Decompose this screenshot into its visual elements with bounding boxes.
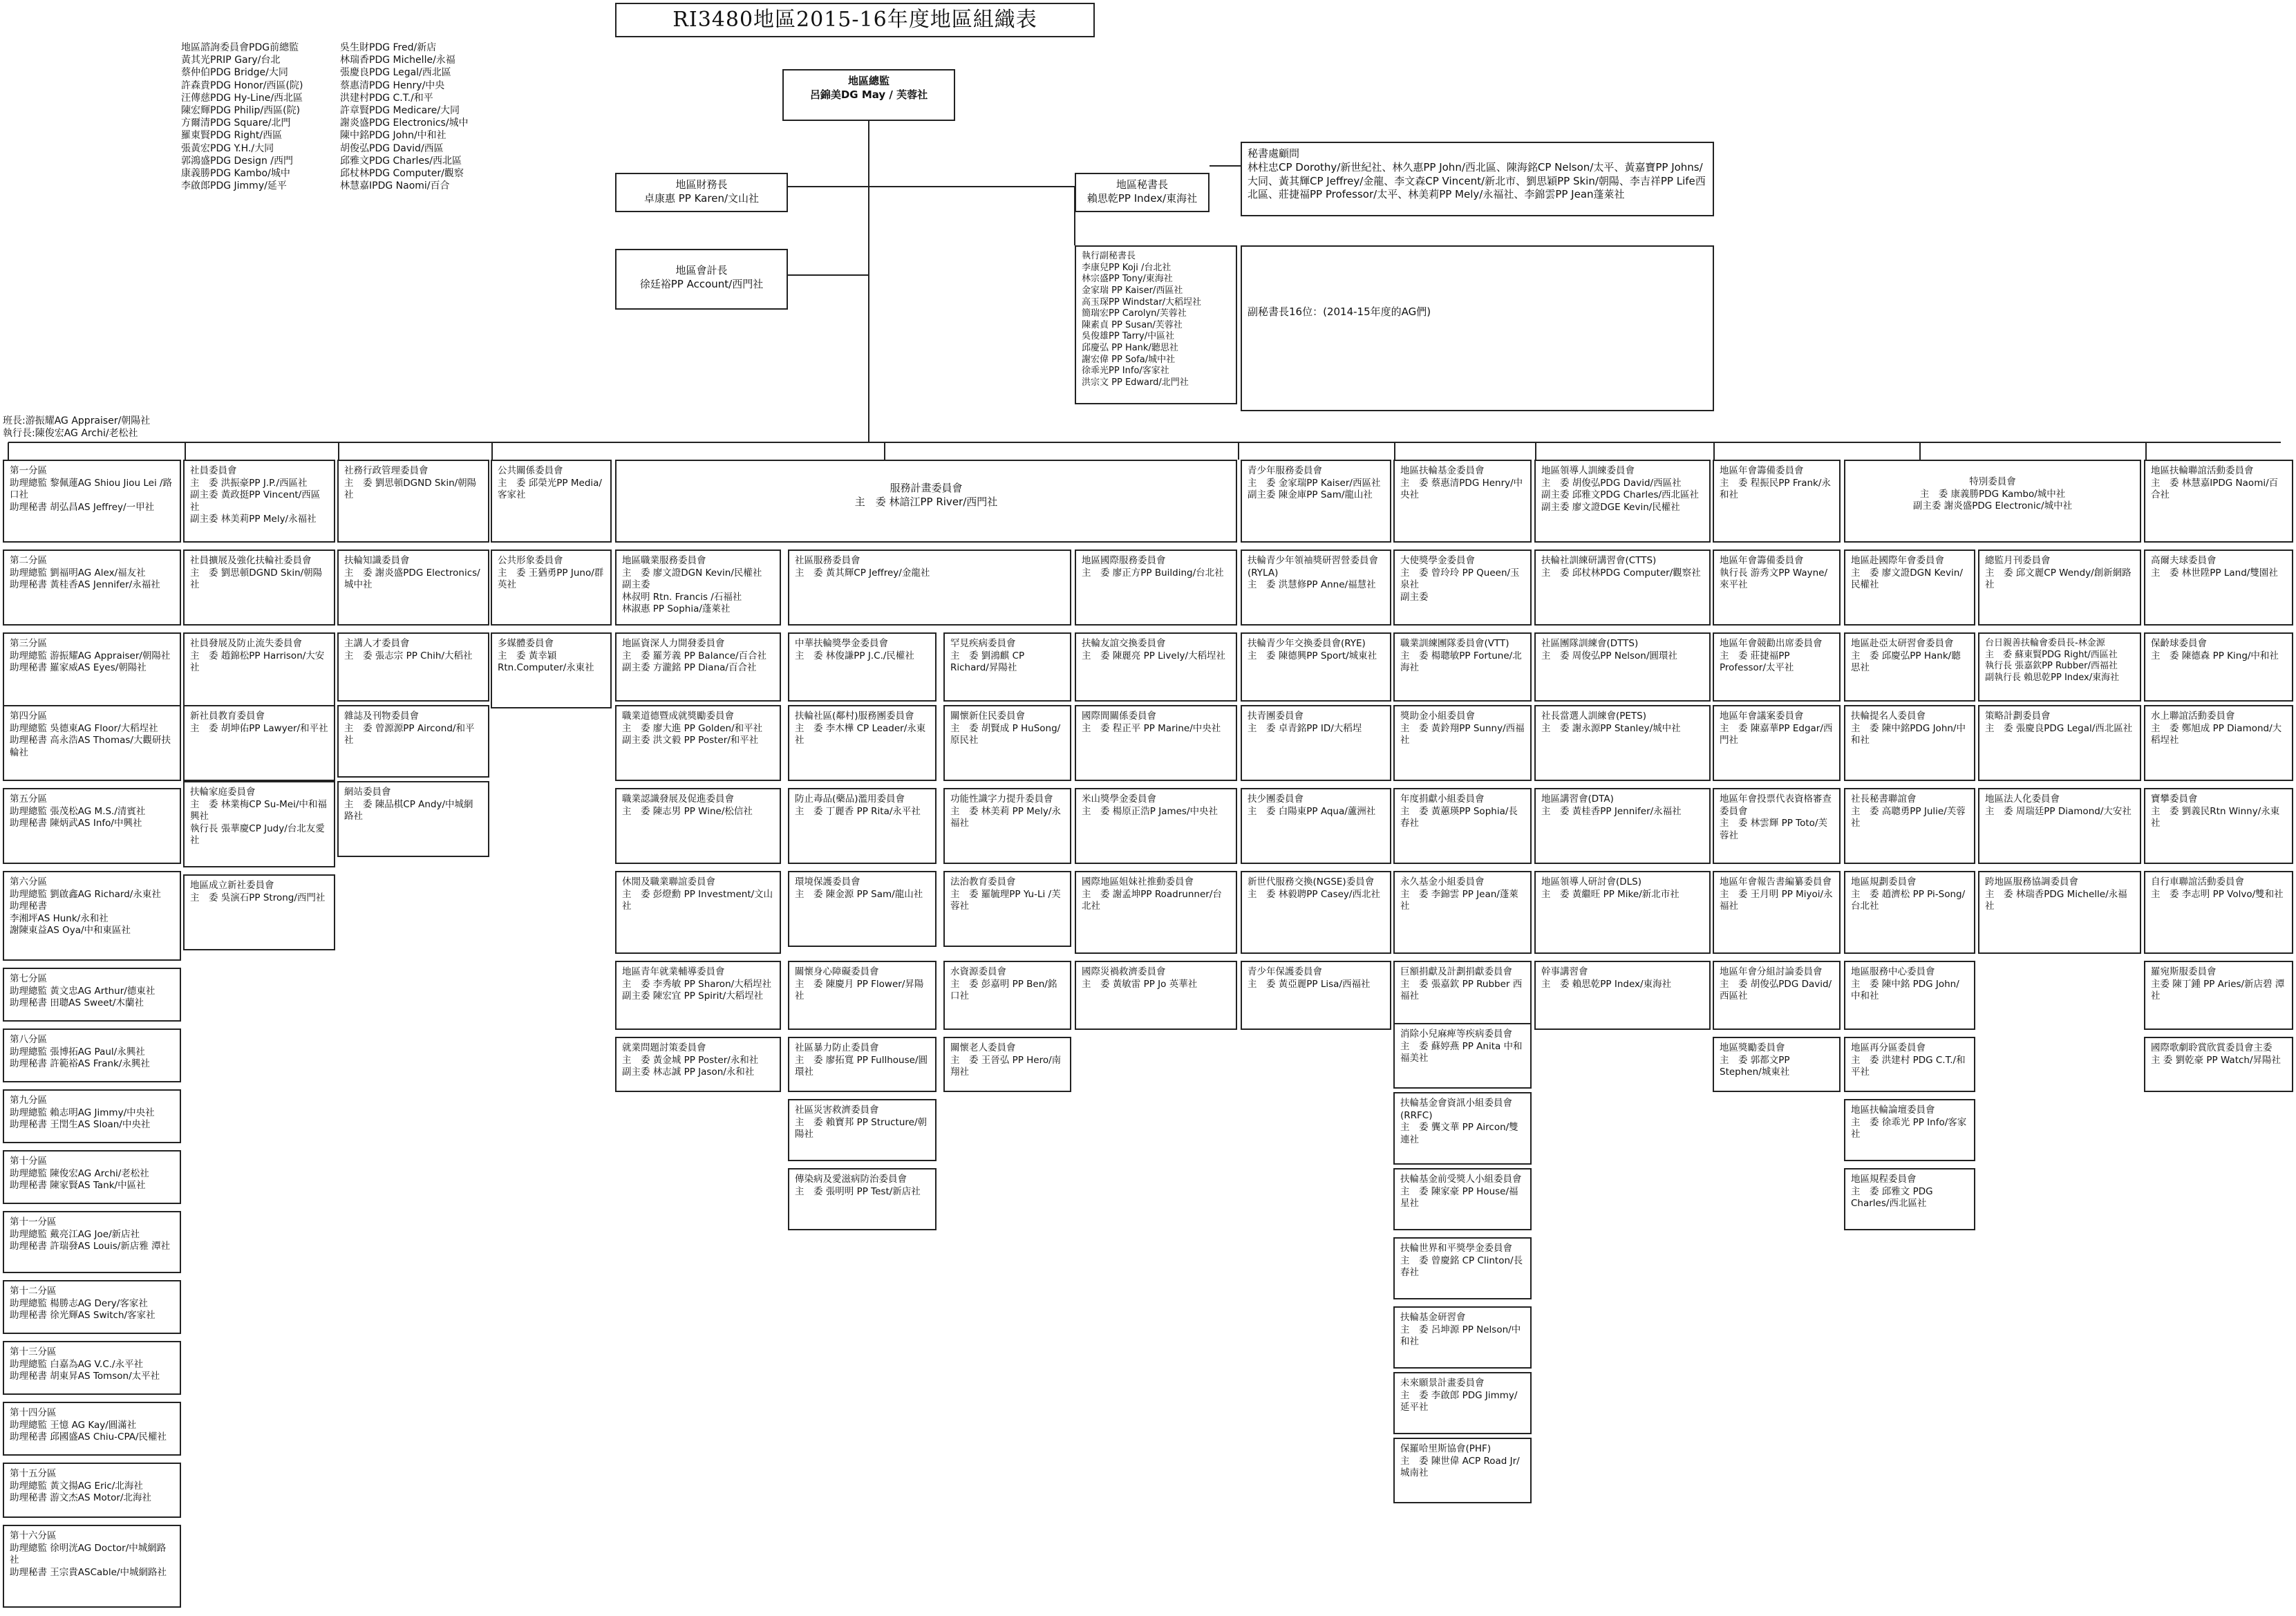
committee-box: 地區年會競勸出席委員會 主 委 莊捷福PP Professor/太平社 [1713,632,1841,702]
committee-box: 地區法人化委員會 主 委 周瑞廷PP Diamond/大安社 [1978,788,2141,864]
committee-box: 獎助金小組委員會 主 委 黃鈴翔PP Sunny/西福社 [1393,705,1532,781]
committee-box: 國際地區姐妹社推動委員會 主 委 謝孟坤PP Roadrunner/台北社 [1075,871,1237,954]
branch-box: 第十一分區 助理總監 戴亮江AG Joe/新店社 助理秘書 許瑞發AS Louis/新店雅 潭社 [3,1211,181,1273]
committee-box: 地區服務中心委員會 主 委 陳中銘 PDG John/中和社 [1844,961,1975,1030]
treasurer-box: 地區財務長 卓康惠 PP Karen/文山社 [615,173,788,212]
committee-box: 社區暴力防止委員會 主 委 廖拓寬 PP Fullhouse/圓環社 [788,1037,937,1092]
branch-box: 第十三分區 助理總監 白嘉為AG V.C./永平社 助理秘書 胡東昇AS Tomson/太平社 [3,1341,181,1395]
branch-box: 第六分區 助理總監 劉啟鑫AG Richard/永東社 助理秘書 李湘坪AS Hunk/永和社 謝陳東益AS Oya/中和東區社 [3,871,181,961]
committee-box: 扶輪青少年交換委員會(RYE) 主 委 陳德興PP Sport/城東社 [1241,632,1391,702]
branch-box: 第九分區 助理總監 賴志明AG Jimmy/中央社 助理秘書 王閏生AS Sloan/中央社 [3,1089,181,1143]
committee-box: 功能性識字力提升委員會 主 委 林美莉 PP Mely/永福社 [943,788,1071,864]
branch-box: 第七分區 助理總監 黃文忠AG Arthur/德東社 助理秘書 田聰AS Sweet/木蘭社 [3,968,181,1022]
committee-box: 永久基金小組委員會 主 委 李錦雲 PP Jean/蓬萊社 [1393,871,1532,954]
pdg-advisors-list-2: 吳生財PDG Fred/新店 林瑞香PDG Michelle/永福 張慶良PDG Legal/西北區 蔡惠清PDG Henry/中央 洪建村PDG C.T./和平 許章賢PDG Medicare/大同 謝炎盛PDG Electronics/城中 陳中銘PDG John/中和社 胡俊弘PDG David/西區 邱雅文PDG Charles/西北區 邱杖林PDG Computer/觀察 林慧嘉IPDG Naomi/百合 [340,42,469,192]
committee-box: 年度捐獻小組委員會 主 委 黃蕙瑛PP Sophia/長春社 [1393,788,1532,864]
committee-box: 法治教育委員會 主 委 羅毓理PP Yu-Li /芙蓉社 [943,871,1071,947]
committee-box: 公共形象委員會 主 委 王猶勇PP Juno/群英社 [491,549,612,626]
committee-box: 青少年服務委員會 主 委 金家瑞PP Kaiser/西區社 副主委 陳金庫PP Sam/龍山社 [1241,460,1391,543]
page-title: RI3480地區2015-16年度地區組織表 [615,3,1095,37]
committee-box: 環境保護委員會 主 委 陳金源 PP Sam/龍山社 [788,871,937,947]
committee-box: 跨地區服務協調委員會 主 委 林瑞香PDG Michelle/永福社 [1978,871,2141,954]
committee-box: 關懷新住民委員會 主 委 胡賢成 P HuSong/原民社 [943,705,1071,781]
committee-box: 地區年會報告書編纂委員會 主 委 王月明 PP Miyoi/永福社 [1713,871,1841,954]
secretariat-advisors-box: 秘書處顧問 林柱忠CP Dorothy/新世紀社、林久惠PP John/西北區、陳海銘CP Nelson/太平、黃嘉寶PP Johns/大同、黃其輝CP Jeffrey/金龍、李文森CP Vincent/新北市、劉思穎PP Skin/朝陽、李吉祥PP Life西北區、莊捷福PP Professor/太平、林美莉PP Mely/永福社、李錦雲PP Jean蓬萊社 [1241,142,1714,216]
committee-box: 扶輪社訓練研講習會(CTTS) 主 委 邱杖林PDG Computer/觀察社 [1534,549,1711,626]
committee-box: 地區規劃委員會 主 委 趙濟松 PP Pi-Song/台北社 [1844,871,1975,954]
committee-box: 策略計劃委員會 主 委 張慶良PDG Legal/西北區社 [1978,705,2141,781]
committee-box: 地區國際服務委員會 主 委 廖正方PP Building/台北社 [1075,549,1237,626]
committee-box: 台日親善扶輪會委員長-林金源 主 委 蘇東賢PDG Right/西區社 執行長 張嘉欽PP Rubber/西福社 副執行長 賴思乾PP Index/東海社 [1978,632,2141,702]
committee-box: 地區資深人力開發委員會 主 委 羅芳義 PP Balance/百合社 副主委 方瀧銘 PP Diana/百合社 [615,632,781,702]
committee-box: 雜誌及刊物委員會 主 委 曾源源PP Aircond/和平社 [337,705,489,778]
committee-box: 地區職業服務委員會 主 委 廖文證DGN Kevin/民權社 副主委 林叔明 Rtn. Francis /石福社 林淑惠 PP Sophia/蓬萊社 [615,549,781,626]
committee-box: 新社員教育委員會 主 委 胡坤佑PP Lawyer/和平社 [183,705,335,781]
committee-box: 休閒及職業聯誼委員會 主 委 彭燈勳 PP Investment/文山社 [615,871,781,954]
committee-box: 消除小兒麻痺等疾病委員會 主 委 蘇婷燕 PP Anita 中和福美社 [1393,1023,1532,1089]
governor-box: 地區總監 呂錦美DG May / 芙蓉社 [782,69,955,121]
committee-box: 社務行政管理委員會 主 委 劉思頓DGND Skin/朝陽社 [337,460,489,543]
committee-box: 扶輪基金前受獎人小組委員會 主 委 陳家豪 PP House/福星社 [1393,1168,1532,1230]
committee-box: 地區獎勵委員會 主 委 郭都文PP Stephen/城東社 [1713,1037,1841,1092]
squad-leader-text: 班長:游振耀AG Appraiser/朝陽社 執行長:陳俊宏AG Archi/老松社 [3,415,151,440]
committee-box: 扶輪知識委員會 主 委 謝炎盛PDG Electronics/城中社 [337,549,489,626]
committee-box: 社區災害救濟委員會 主 委 賴寶邦 PP Structure/朝陽社 [788,1099,937,1161]
branch-box: 第二分區 助理總監 劉福明AG Alex/福友社 助理秘書 黃桂香AS Jennifer/永福社 [3,549,181,626]
committee-box: 主講人才委員會 主 委 張志宗 PP Chih/大稻社 [337,632,489,702]
committee-box: 青少年保護委員會 主 委 黃亞麗PP Lisa/西福社 [1241,961,1391,1030]
committee-box: 保齡球委員會 主 委 陳德森 PP King/中和社 [2144,632,2293,702]
committee-box: 社長當選人訓練會(PETS) 主 委 謝永源PP Stanley/城中社 [1534,705,1711,781]
committee-box: 米山獎學金委員會 主 委 楊原正浩P James/中央社 [1075,788,1237,864]
committee-box: 地區年會籌備委員會 主 委 程振民PP Frank/永和社 [1713,460,1841,543]
branch-box: 第三分區 助理總監 游振耀AG Appraiser/朝陽社 助理秘書 羅家威AS Eyes/朝陽社 [3,632,181,708]
committee-box: 自行車聯誼活動委員會 主 委 李志明 PP Volvo/雙和社 [2144,871,2293,954]
committee-box: 地區成立新社委員會 主 委 吳演石PP Strong/西門社 [183,874,335,950]
committee-box: 幹事講習會 主 委 賴思乾PP Index/東海社 [1534,961,1711,1030]
committee-box: 社長秘書聯誼會 主 委 高聰勇PP Julie/芙蓉社 [1844,788,1975,864]
committee-box: 扶輪提名人委員會 主 委 陳中銘PDG John/中和社 [1844,705,1975,781]
committee-box: 傳染病及愛滋病防治委員會 主 委 張明明 PP Test/新店社 [788,1168,937,1230]
committee-box: 關懷老人委員會 主 委 王晉弘 PP Hero/南翔社 [943,1037,1071,1092]
committee-box: 國際歌劇聆賞欣賞委員會主委 主 委 劉乾豪 PP Watch/昇陽社 [2144,1037,2293,1092]
committee-box: 多媒體委員會 主 委 黃幸穎 Rtn.Computer/永東社 [491,632,612,708]
committee-box: 地區年會分組討論委員會 主 委 胡俊弘PDG David/西區社 [1713,961,1841,1030]
committee-box: 地區領導人訓練委員會 主 委 胡俊弘PDG David/西區社 副主委 邱雅文PDG Charles/西北區社 副主委 廖文證DGE Kevin/民權社 [1534,460,1711,543]
committee-box: 扶輪社區(鄰村)服務團委員會 主 委 李木樺 CP Leader/永東社 [788,705,937,781]
committee-box: 職業認識發展及促進委員會 主 委 陳志男 PP Wine/松信社 [615,788,781,864]
branch-box: 第四分區 助理總監 吳德東AG Floor/大稻埕社 助理秘書 高永浩AS Thomas/大觀研扶輪社 [3,705,181,781]
committee-box: 扶輪基金會資訊小組委員會(RRFC) 主 委 龔文華 PP Aircon/雙連社 [1393,1092,1532,1165]
committee-box: 未來願景計畫委員會 主 委 李啟郎 PDG Jimmy/延平社 [1393,1372,1532,1434]
committee-box: 職業道德暨成就獎勵委員會 主 委 廖大進 PP Golden/和平社 副主委 洪文毅 PP Poster/和平社 [615,705,781,781]
committee-box: 公共關係委員會 主 委 邱榮光PP Media/客家社 [491,460,612,543]
committee-box: 社區服務委員會 主 委 黃其輝CP Jeffrey/金龍社 [788,549,1071,626]
committee-box: 水上聯誼活動委員會 主 委 鄭旭成 PP Diamond/大稻埕社 [2144,705,2293,781]
secretary-box: 地區秘書長 賴思乾PP Index/東海社 [1075,173,1210,212]
committee-box: 地區赴亞太研習會委員會 主 委 邱慶弘PP Hank/聽思社 [1844,632,1975,702]
committee-box: 網站委員會 主 委 陳品棋CP Andy/中城網路社 [337,781,489,857]
branch-box: 第五分區 助理總監 張茂松AG M.S./清賓社 助理秘書 陳炳武AS Info/中興社 [3,788,181,864]
committee-box: 國際災禍救濟委員會 主 委 黃敏雷 PP Jo 英華社 [1075,961,1237,1030]
committee-box: 保羅哈里斯協會(PHF) 主 委 陳世偉 ACP Road Jr/城南社 [1393,1438,1532,1503]
committee-box: 社區團隊訓練會(DTTS) 主 委 周俊弘PP Nelson/圓環社 [1534,632,1711,702]
committee-box: 地區再分區委員會 主 委 洪建村 PDG C.T./和平社 [1844,1037,1975,1092]
committee-box: 國際間關係委員會 主 委 程正平 PP Marine/中央社 [1075,705,1237,781]
committee-box: 地區青年就業輔導委員會 主 委 李秀敏 PP Sharon/大稻埕社 副主委 陳宏宜 PP Spirit/大稻埕社 [615,961,781,1030]
committee-box: 地區扶輪基金委員會 主 委 蔡惠清PDG Henry/中央社 [1393,460,1532,543]
committee-box: 新世代服務交換(NGSE)委員會 主 委 林毅聘PP Casey/西北社 [1241,871,1391,954]
committee-box: 防止毒品(藥品)濫用委員會 主 委 丁麗香 PP Rita/永平社 [788,788,937,864]
committee-box: 地區領導人研討會(DLS) 主 委 黃繼旺 PP Mike/新北市社 [1534,871,1711,954]
committee-box: 地區年會籌備委員會 執行長 游秀文PP Wayne/來平社 [1713,549,1841,626]
branch-box: 第十四分區 助理總監 王憶 AG Kay/圓滿社 助理秘書 邱國盛AS Chiu-CPA/民權社 [3,1402,181,1456]
deputy-secretaries-box: 副秘書長16位：(2014-15年度的AG們) [1241,245,1714,411]
branch-box: 第八分區 助理總監 張博拓AG Paul/永興社 助理秘書 許範裕AS Frank/永興社 [3,1028,181,1082]
committee-box: 社員發展及防止流失委員會 主 委 趙錦松PP Harrison/大安社 [183,632,335,708]
committee-box: 地區赴國際年會委員會 主 委 廖文證DGN Kevin/民權社 [1844,549,1975,626]
committee-box: 扶輪基金研習會 主 委 呂坤源 PP Nelson/中和社 [1393,1306,1532,1369]
committee-box: 關懷身心障礙委員會 主 委 陳慶月 PP Flower/昇陽社 [788,961,937,1030]
committee-box: 扶輪青少年領袖獎研習營委員會(RYLA) 主 委 洪慧修PP Anne/福慧社 [1241,549,1391,626]
committee-box: 地區規程委員會 主 委 邱雅文 PDG Charles/西北區社 [1844,1168,1975,1230]
committee-box: 社員擴展及強化扶輪社委員會 主 委 劉思頓DGND Skin/朝陽社 [183,549,335,626]
committee-box: 扶少團委員會 主 委 白陽東PP Aqua/蘆洲社 [1241,788,1391,864]
committee-box: 地區年會投票代表資格審查委員會 主 委 林雲輝 PP Toto/芙蓉社 [1713,788,1841,864]
committee-box: 地區講習會(DTA) 主 委 黃桂香PP Jennifer/永福社 [1534,788,1711,864]
committee-box: 扶輪世界和平獎學金委員會 主 委 曾慶銘 CP Clinton/長春社 [1393,1237,1532,1299]
committee-box: 總監月刊委員會 主 委 邱文麗CP Wendy/創新網路社 [1978,549,2141,626]
branch-box: 第十分區 助理總監 陳俊宏AG Archi/老松社 助理秘書 陳家賢AS Tank/中區社 [3,1150,181,1204]
special-committee-box: 特別委員會 主 委 康義勝PDG Kambo/城中社 副主委 謝炎盛PDG Electronic/城中社 [1844,460,2141,543]
committee-box: 地區年會議案委員會 主 委 陳嘉華PP Edgar/西門社 [1713,705,1841,781]
committee-box: 扶輪友誼交換委員會 主 委 陳麗亮 PP Lively/大稻埕社 [1075,632,1237,702]
branch-box: 第十二分區 助理總監 楊勝志AG Dery/客家社 助理秘書 徐光輝AS Switch/客家社 [3,1280,181,1334]
committee-box: 羅宛斯服委員會 主委 陳丁鍾 PP Aries/新店碧 潭社 [2144,961,2293,1030]
exec-deputy-secretary-box: 執行副秘書長 李康兒PP Koji /台北社 林宗盛PP Tony/東海社 金家瑞 PP Kaiser/西區社 高玉琛PP Windstar/大稻埕社 簡瑞宏PP Carolyn/芙蓉社 陳素貞 PP Susan/芙蓉社 吳俊雄PP Tarry/中區社 邱慶弘 PP Hank/聽思社 謝宏偉 PP Sofa/城中社 徐乖光PP Info/客家社 洪宗文 PP Edward/北門社 [1075,245,1237,404]
committee-box: 地區扶輪聯誼活動委員會 主 委 林慧嘉IPDG Naomi/百合社 [2144,460,2293,543]
branch-box: 第十五分區 助理總監 黃文揚AG Eric/北海社 助理秘書 游文杰AS Motor/北海社 [3,1463,181,1518]
committee-box: 水資源委員會 主 委 彭嘉明 PP Ben/銘口社 [943,961,1071,1030]
committee-box: 扶輪家庭委員會 主 委 林業梅CP Su-Mei/中和福興社 執行長 張華慶CP Judy/台北友愛社 [183,781,335,867]
committee-box: 就業問題討策委員會 主 委 黃金城 PP Poster/永和社 副主委 林志誠 PP Jason/永和社 [615,1037,781,1092]
pdg-advisors-list: 地區諮詢委員會PDG前總監 黃其光PRIP Gary/台北 蔡仲伯PDG Bridge/大同 許森貴PDG Honor/西區(院) 汪傳慈PDG Hy-Line/西北區 陳宏輝PDG Philip/西區(院) 方爾清PDG Square/北門 羅東賢PDG Right/西區 張黃宏PDG Y.H./大同 郭鴻盛PDG Design /西門 康義勝PDG Kambo/城中 李啟郎PDG Jimmy/延平 [181,42,303,192]
branch-box: 第一分區 助理總監 黎佩蓮AG Shiou Jiou Lei /路口社 助理秘書 胡弘昌AS Jeffrey/一甲社 [3,460,181,543]
committee-box: 社員委員會 主 委 洪振豪PP J.P./西區社 副主委 黃政挺PP Vincent/西區社 副主委 林美莉PP Mely/永福社 [183,460,335,543]
committee-box: 地區扶輪論壇委員會 主 委 徐乖光 PP Info/客家社 [1844,1099,1975,1161]
committee-box: 巨額捐獻及計劃捐獻委員會 主 委 張嘉欽 PP Rubber 西福社 [1393,961,1532,1030]
committee-box: 罕見疾病委員會 主 委 劉鴻麒 CP Richard/昇陽社 [943,632,1071,702]
committee-box: 職業訓練團隊委員會(VTT) 主 委 楊聰敏PP Fortune/北海社 [1393,632,1532,702]
committee-box: 扶青團委員會 主 委 卓青銘PP ID/大稻埕 [1241,705,1391,781]
branch-box: 第十六分區 助理總監 徐明洸AG Doctor/中城網路社 助理秘書 王宗貴ASCable/中城網路社 [3,1525,181,1608]
auditor-box: 地區會計長 徐廷裕PP Account/西門社 [615,249,788,310]
committee-box: 高爾夫球委員會 主 委 林世陞PP Land/雙園社 [2144,549,2293,626]
committee-box: 中華扶輪獎學金委員會 主 委 林俊謙PP J.C./民權社 [788,632,937,702]
committee-box: 寶攀委員會 主 委 劉義民Rtn Winny/永東社 [2144,788,2293,864]
service-committee-box: 服務計畫委員會 主 委 林諳江PP River/西門社 [615,460,1237,543]
committee-box: 大使獎學金委員會 主 委 曾玲玲 PP Queen/玉泉社 副主委 [1393,549,1532,626]
